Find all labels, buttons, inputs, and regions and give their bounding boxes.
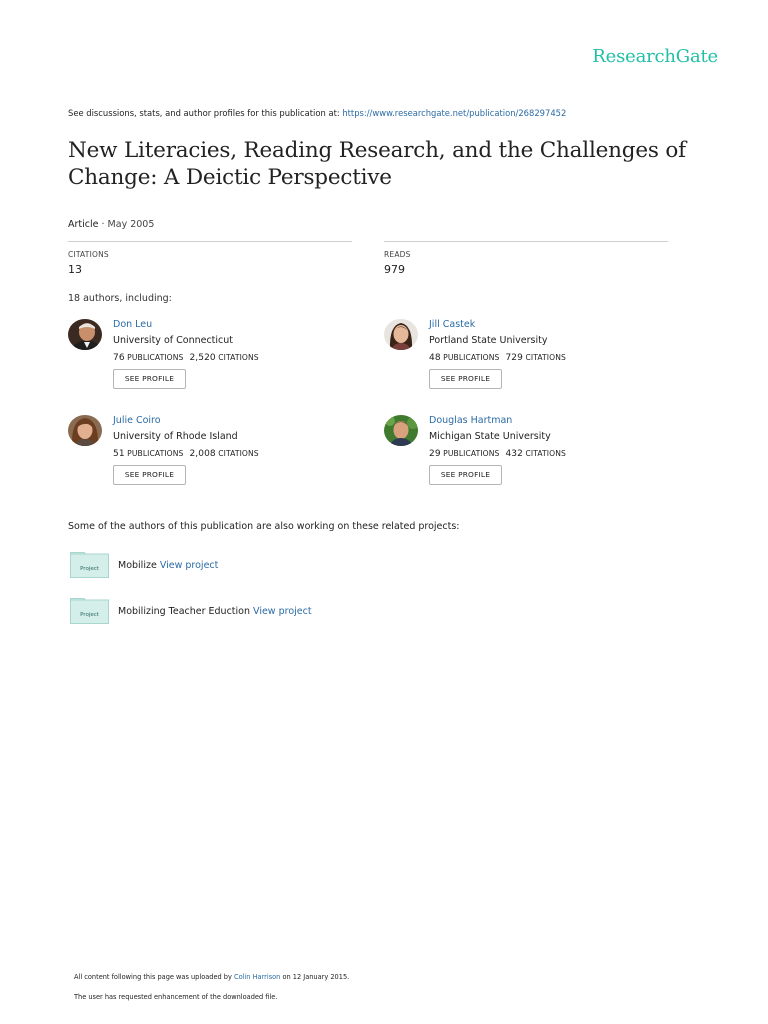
discussions-line [68,108,566,118]
view-project-link[interactable]: View project [253,606,312,617]
folder-icon [70,552,109,578]
citations-count: 432 [505,449,523,459]
folder-label: Project [80,566,99,572]
authors-heading: 18 authors, including: [68,293,172,304]
related-projects-heading: Some of the authors of this publication are also working on these related projects: [68,521,460,532]
publication-type: Article [68,219,99,230]
author-name[interactable]: Douglas Hartman [429,415,513,426]
citations-label: CITATIONS [218,449,259,458]
see-profile-button[interactable]: SEE PROFILE [113,465,186,485]
author-stats [113,353,259,363]
reads-label: READS [384,250,411,259]
folder-label: Project [80,612,99,618]
citations-label: CITATIONS [218,353,259,362]
citations-count: 2,520 [189,353,216,363]
citations-label: CITATIONS [68,250,109,259]
see-profile-button[interactable]: SEE PROFILE [429,465,502,485]
publication-date: May 2005 [107,219,155,230]
project-name: Mobilizing Teacher Eduction [118,606,250,617]
author-institution: University of Connecticut [113,335,234,346]
author-card-don-leu [68,319,358,399]
publication-title: New Literacies, Reading Research, and the Challenges of Change: A Deictic Perspective [68,138,686,190]
upload-suffix: on 12 January 2015. [280,973,350,981]
citations-count: 729 [505,353,523,363]
publications-label: PUBLICATIONS [443,353,500,362]
project-text [118,560,218,571]
author-institution: University of Rhode Island [113,431,238,442]
footer-enhancement-note: The user has requested enhancement of the downloaded file. [74,993,278,1001]
project-text [118,606,312,617]
author-stats [429,353,566,363]
see-profile-button[interactable]: SEE PROFILE [429,369,502,389]
project-name: Mobilize [118,560,157,571]
author-card-douglas-hartman [384,415,674,495]
project-item [70,598,670,628]
view-project-link[interactable]: View project [159,560,219,571]
publications-count: 29 [429,449,441,459]
avatar[interactable] [384,319,418,350]
avatar[interactable] [68,415,102,446]
citations-label: CITATIONS [525,449,566,458]
folder-icon [70,598,109,624]
publication-url-link[interactable]: https://www.researchgate.net/publication/268297452 [342,108,567,118]
avatar[interactable] [384,415,418,446]
publications-label: PUBLICATIONS [127,353,184,362]
publications-count: 48 [429,353,441,363]
discussions-text: See discussions, stats, and author profiles for this publication at: [68,108,343,118]
see-profile-button[interactable]: SEE PROFILE [113,369,186,389]
author-card-jill-castek [384,319,674,399]
author-name[interactable]: Jill Castek [429,319,476,330]
author-name[interactable]: Julie Coiro [113,415,161,426]
citations-count: 2,008 [189,449,216,459]
publication-meta: Article · May 2005 [68,219,155,230]
project-item [70,552,670,582]
author-institution: Portland State University [429,335,548,346]
divider-left [68,241,352,242]
researchgate-logo[interactable]: ResearchGate [592,46,718,67]
avatar[interactable] [68,319,102,350]
publications-label: PUBLICATIONS [127,449,184,458]
publications-count: 51 [113,449,125,459]
publications-label: PUBLICATIONS [443,449,500,458]
uploader-link[interactable]: Colin Harrison [234,973,281,981]
citations-label: CITATIONS [525,353,566,362]
divider-right [384,241,668,242]
publications-count: 76 [113,353,125,363]
author-stats [113,449,259,459]
citations-value: 13 [68,263,82,276]
author-name[interactable]: Don Leu [113,319,153,330]
upload-prefix: All content following this page was uploaded by [74,973,234,981]
author-card-julie-coiro [68,415,358,495]
footer-upload-note [74,973,349,981]
author-stats [429,449,566,459]
reads-value: 979 [384,263,405,276]
author-institution: Michigan State University [429,431,551,442]
